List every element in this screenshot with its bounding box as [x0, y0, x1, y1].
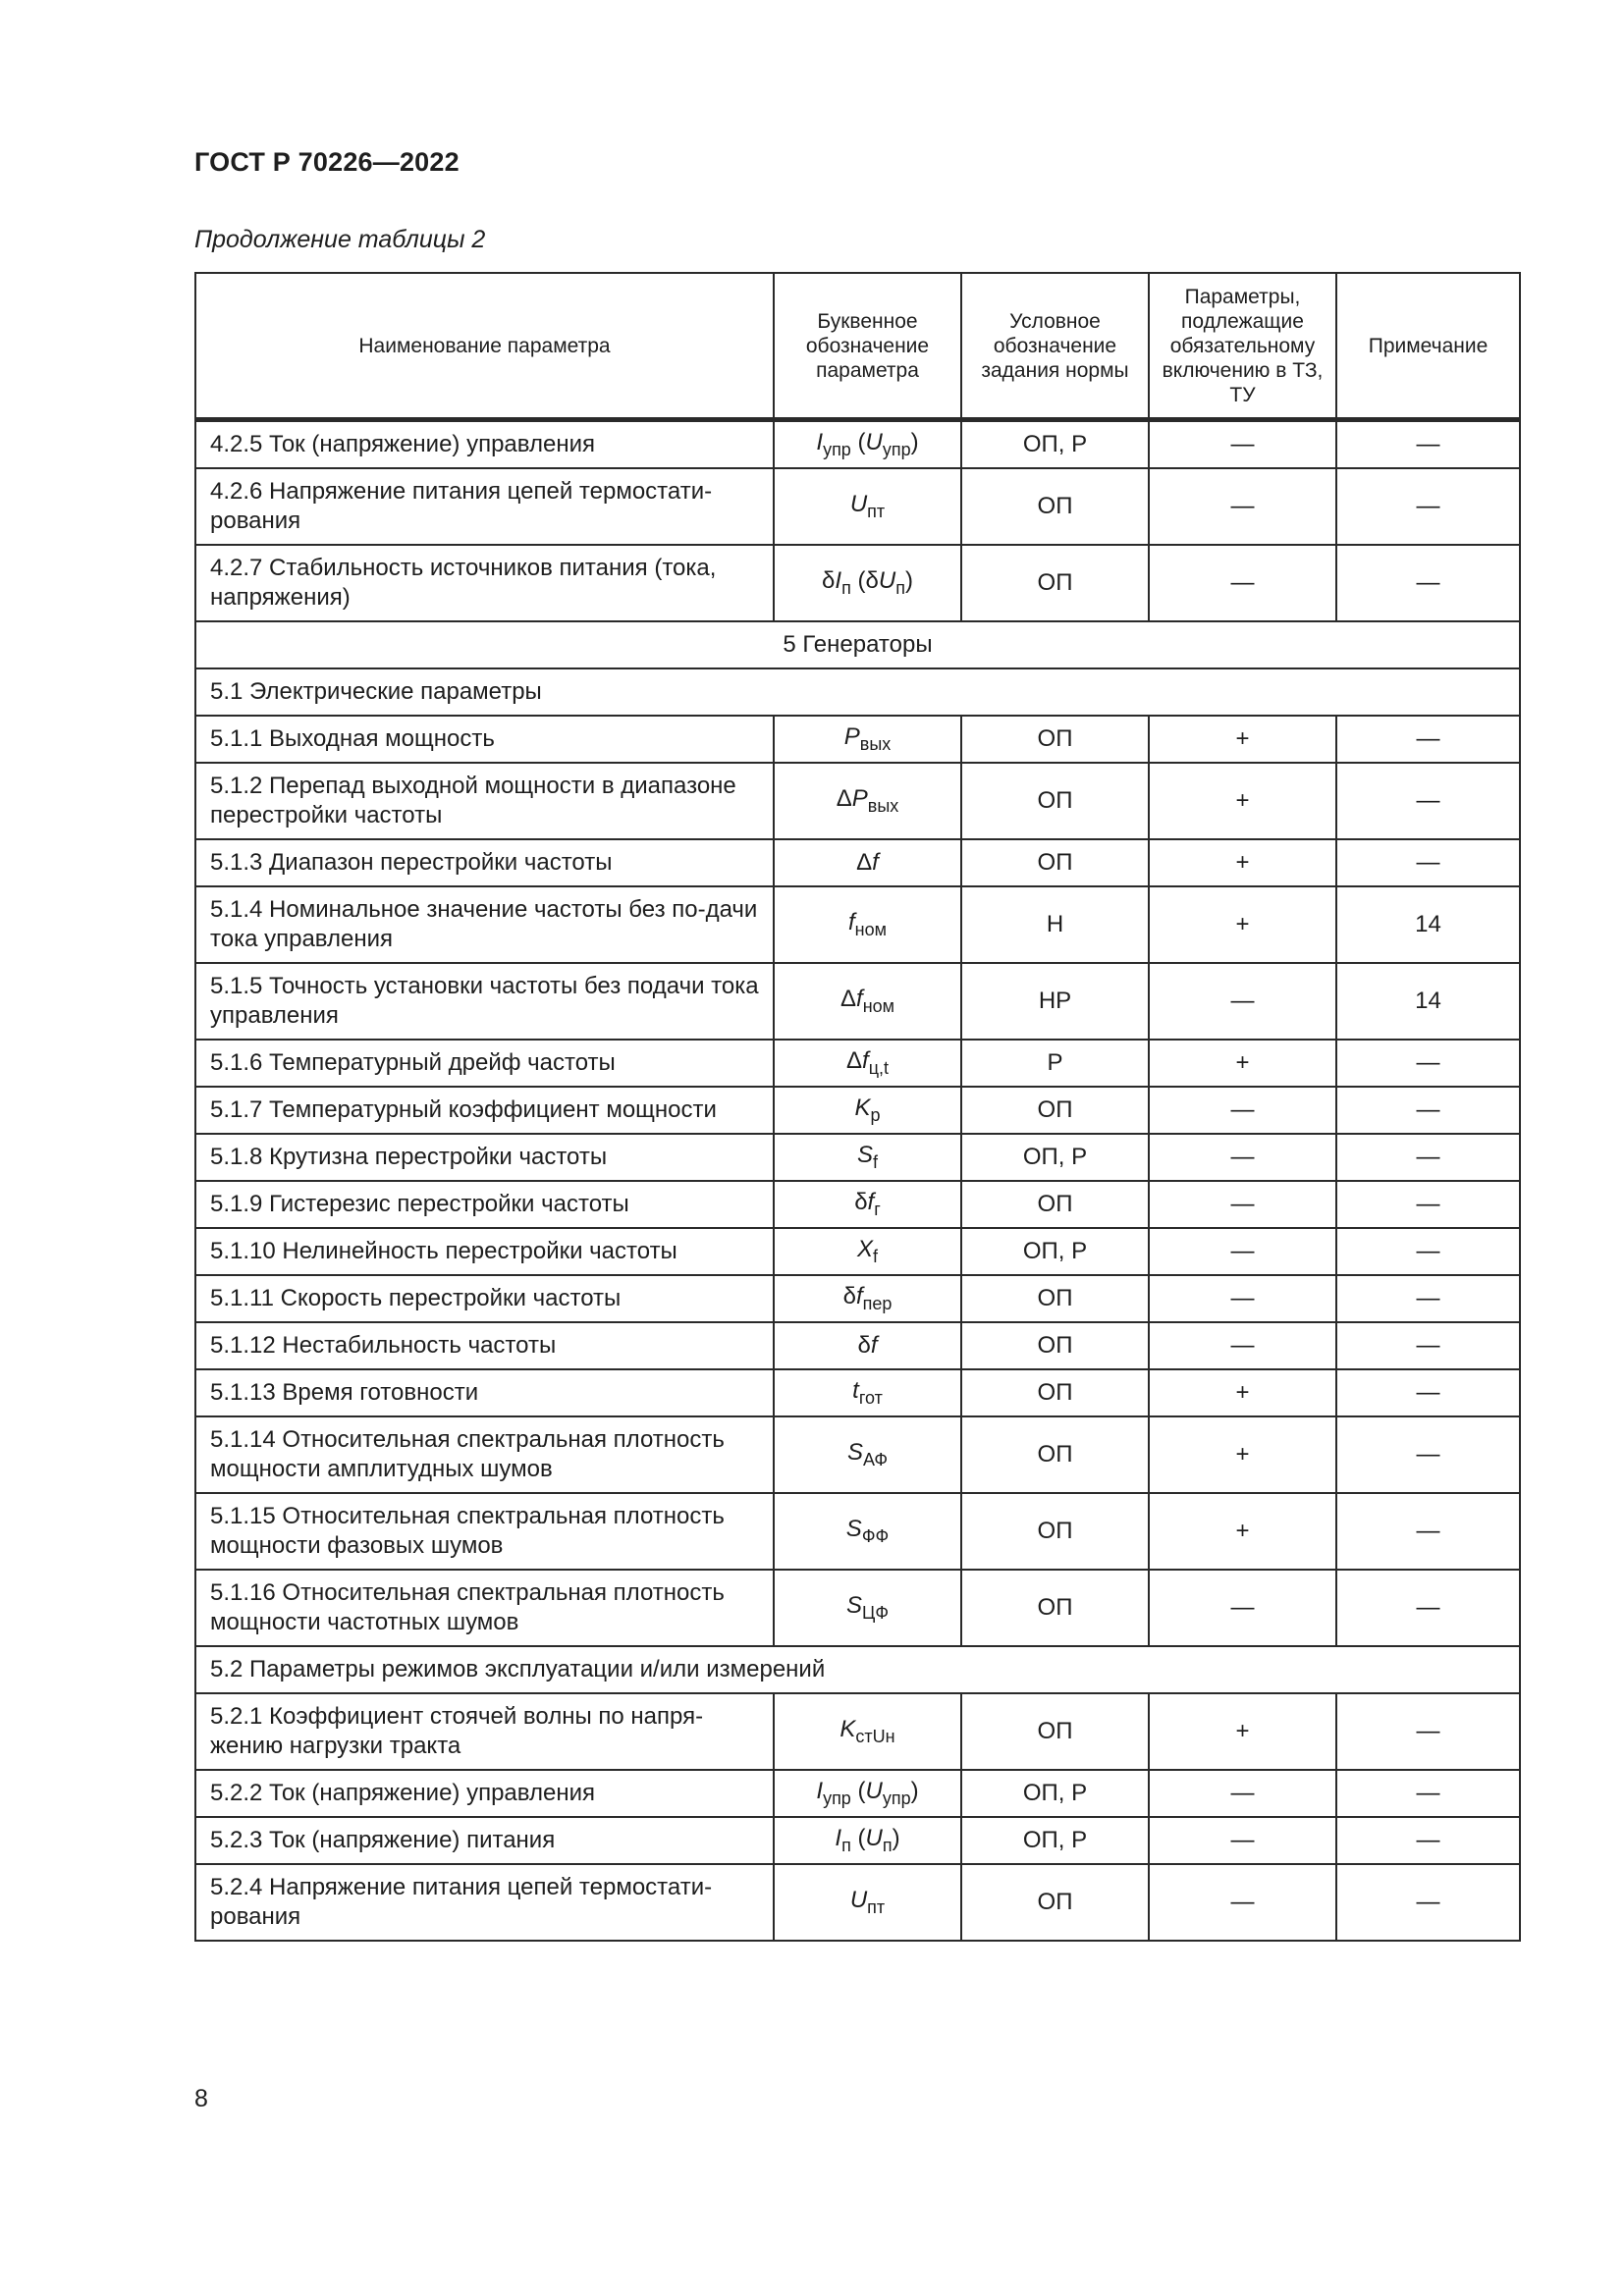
mandatory-flag: +: [1149, 1493, 1336, 1570]
parameter-name: 5.1.6 Температурный дрейф частоты: [195, 1040, 774, 1087]
parameter-name: 5.2.2 Ток (напряжение) управления: [195, 1770, 774, 1817]
parameter-name: 5.1.13 Время готовности: [195, 1369, 774, 1416]
parameter-symbol: $U_{пт}$: [774, 468, 961, 545]
mandatory-flag: +: [1149, 839, 1336, 886]
parameter-name: 5.2.4 Напряжение питания цепей термостати-рования: [195, 1864, 774, 1941]
mandatory-flag: —: [1149, 1322, 1336, 1369]
norm-designation: ОП: [961, 839, 1149, 886]
table-row: [195, 1134, 1520, 1181]
parameter-symbol: $\delta f_{пер}$: [774, 1275, 961, 1322]
table-row: [195, 1087, 1520, 1134]
parameter-symbol: $I_{упр}$ $(U_{упр})$: [774, 420, 961, 469]
norm-designation: ОП: [961, 1493, 1149, 1570]
note: —: [1336, 1570, 1520, 1646]
table-row: [195, 1228, 1520, 1275]
mandatory-flag: +: [1149, 716, 1336, 763]
parameter-name: 5.1.3 Диапазон перестройки частоты: [195, 839, 774, 886]
mandatory-flag: —: [1149, 545, 1336, 621]
note: —: [1336, 420, 1520, 469]
parameter-symbol: $K_р$: [774, 1087, 961, 1134]
mandatory-flag: —: [1149, 1181, 1336, 1228]
parameter-name: 5.1.16 Относительная спектральная плотность мощности частотных шумов: [195, 1570, 774, 1646]
table-row: [195, 1322, 1520, 1369]
parameter-name: 5.1.4 Номинальное значение частоты без по-дачи тока управления: [195, 886, 774, 963]
mandatory-flag: —: [1149, 1864, 1336, 1941]
parameter-name: 5.1.7 Температурный коэффициент мощности: [195, 1087, 774, 1134]
column-header-note: Примечание: [1336, 273, 1520, 420]
parameter-symbol: $\Delta f_{ном}$: [774, 963, 961, 1040]
table-subsection-row: [195, 668, 1520, 716]
norm-designation: ОП, Р: [961, 1228, 1149, 1275]
mandatory-flag: +: [1149, 763, 1336, 839]
table-row: [195, 1693, 1520, 1770]
mandatory-flag: —: [1149, 1570, 1336, 1646]
table-section-row: [195, 621, 1520, 668]
norm-designation: ОП: [961, 1087, 1149, 1134]
parameter-symbol: $t_{гот}$: [774, 1369, 961, 1416]
table-row: [195, 1570, 1520, 1646]
note: —: [1336, 1134, 1520, 1181]
mandatory-flag: —: [1149, 468, 1336, 545]
note: —: [1336, 716, 1520, 763]
page-number: 8: [194, 2085, 208, 2112]
norm-designation: ОП: [961, 1693, 1149, 1770]
norm-designation: ОП, Р: [961, 420, 1149, 469]
table-row: [195, 1040, 1520, 1087]
parameter-name: 5.1.5 Точность установки частоты без подачи тока управления: [195, 963, 774, 1040]
table-row: [195, 963, 1520, 1040]
norm-designation: ОП: [961, 1369, 1149, 1416]
table-row: [195, 1817, 1520, 1864]
parameter-symbol: $U_{пт}$: [774, 1864, 961, 1941]
norm-designation: Р: [961, 1040, 1149, 1087]
parameter-name: 5.1.14 Относительная спектральная плотность мощности амплитудных шумов: [195, 1416, 774, 1493]
table-row: [195, 1181, 1520, 1228]
parameter-symbol: $I_п$ $(U_п)$: [774, 1817, 961, 1864]
note: —: [1336, 1864, 1520, 1941]
note: 14: [1336, 963, 1520, 1040]
section-heading: 5 Генераторы: [195, 621, 1520, 668]
norm-designation: ОП, Р: [961, 1134, 1149, 1181]
column-header-mandatory: Параметры, подлежащие обязательному включению в ТЗ, ТУ: [1149, 273, 1336, 420]
parameter-symbol: $f_{ном}$: [774, 886, 961, 963]
table-row: [195, 1369, 1520, 1416]
table-row: [195, 839, 1520, 886]
table-continuation-caption: Продолжение таблицы 2: [194, 226, 486, 253]
mandatory-flag: —: [1149, 963, 1336, 1040]
table-subsection-row: [195, 1646, 1520, 1693]
mandatory-flag: —: [1149, 1087, 1336, 1134]
note: —: [1336, 1275, 1520, 1322]
note: —: [1336, 1369, 1520, 1416]
table-header-row: [195, 273, 1520, 420]
norm-designation: ОП: [961, 1864, 1149, 1941]
parameter-name: 5.2.1 Коэффициент стоячей волны по напря-жению нагрузки тракта: [195, 1693, 774, 1770]
mandatory-flag: +: [1149, 1369, 1336, 1416]
norm-designation: НР: [961, 963, 1149, 1040]
mandatory-flag: +: [1149, 1693, 1336, 1770]
parameter-name: 5.1.15 Относительная спектральная плотность мощности фазовых шумов: [195, 1493, 774, 1570]
note: —: [1336, 1817, 1520, 1864]
norm-designation: ОП: [961, 1275, 1149, 1322]
note: —: [1336, 1770, 1520, 1817]
norm-designation: ОП: [961, 1322, 1149, 1369]
table-row: [195, 1275, 1520, 1322]
table-row: [195, 1493, 1520, 1570]
parameter-name: 5.2.3 Ток (напряжение) питания: [195, 1817, 774, 1864]
mandatory-flag: +: [1149, 1040, 1336, 1087]
norm-designation: ОП, Р: [961, 1770, 1149, 1817]
parameter-name: 5.1.9 Гистерезис перестройки частоты: [195, 1181, 774, 1228]
mandatory-flag: +: [1149, 886, 1336, 963]
parameter-symbol: $K_{стUн}$: [774, 1693, 961, 1770]
note: —: [1336, 545, 1520, 621]
note: —: [1336, 763, 1520, 839]
note: —: [1336, 1493, 1520, 1570]
mandatory-flag: —: [1149, 1770, 1336, 1817]
parameter-symbol: $\Delta f_{ц,t}$: [774, 1040, 961, 1087]
parameter-symbol: $\delta I_п$ $(\delta U_п)$: [774, 545, 961, 621]
parameter-name: 4.2.5 Ток (напряжение) управления: [195, 420, 774, 469]
norm-designation: ОП: [961, 468, 1149, 545]
note: —: [1336, 1087, 1520, 1134]
parameter-symbol: $X_f$: [774, 1228, 961, 1275]
parameters-table: [194, 272, 1521, 1942]
mandatory-flag: —: [1149, 1275, 1336, 1322]
table-row: [195, 1770, 1520, 1817]
parameter-name: 4.2.7 Стабильность источников питания (тока, напряжения): [195, 545, 774, 621]
parameter-symbol: $S_{ФФ}$: [774, 1493, 961, 1570]
parameter-symbol: Δf: [774, 839, 961, 886]
mandatory-flag: +: [1149, 1416, 1336, 1493]
norm-designation: ОП: [961, 1570, 1149, 1646]
parameter-symbol: δf: [774, 1322, 961, 1369]
table-row: [195, 716, 1520, 763]
table-row: [195, 545, 1520, 621]
note: 14: [1336, 886, 1520, 963]
subsection-heading: 5.2 Параметры режимов эксплуатации и/или измерений: [195, 1646, 1520, 1693]
norm-designation: ОП: [961, 763, 1149, 839]
parameter-symbol: $S_{АФ}$: [774, 1416, 961, 1493]
table-row: [195, 468, 1520, 545]
column-header-norm: Условное обозначение задания нормы: [961, 273, 1149, 420]
parameter-symbol: $S_f$: [774, 1134, 961, 1181]
note: —: [1336, 1228, 1520, 1275]
parameter-name: 5.1.11 Скорость перестройки частоты: [195, 1275, 774, 1322]
subsection-heading: 5.1 Электрические параметры: [195, 668, 1520, 716]
note: —: [1336, 1693, 1520, 1770]
mandatory-flag: —: [1149, 1228, 1336, 1275]
norm-designation: ОП: [961, 1416, 1149, 1493]
parameter-name: 5.1.12 Нестабильность частоты: [195, 1322, 774, 1369]
parameter-name: 5.1.10 Нелинейность перестройки частоты: [195, 1228, 774, 1275]
parameter-symbol: $\delta f_г$: [774, 1181, 961, 1228]
parameter-symbol: $I_{упр}$ $(U_{упр})$: [774, 1770, 961, 1817]
table-row: [195, 763, 1520, 839]
norm-designation: Н: [961, 886, 1149, 963]
table-row: [195, 1864, 1520, 1941]
norm-designation: ОП: [961, 716, 1149, 763]
note: —: [1336, 1181, 1520, 1228]
parameter-name: 5.1.1 Выходная мощность: [195, 716, 774, 763]
mandatory-flag: —: [1149, 1134, 1336, 1181]
parameter-name: 5.1.8 Крутизна перестройки частоты: [195, 1134, 774, 1181]
parameter-name: 4.2.6 Напряжение питания цепей термостати-рования: [195, 468, 774, 545]
table-row: [195, 886, 1520, 963]
norm-designation: ОП, Р: [961, 1817, 1149, 1864]
parameter-symbol: $P_{вых}$: [774, 716, 961, 763]
table-row: [195, 1416, 1520, 1493]
note: —: [1336, 1322, 1520, 1369]
parameter-symbol: $\Delta P_{вых}$: [774, 763, 961, 839]
mandatory-flag: —: [1149, 420, 1336, 469]
note: —: [1336, 1040, 1520, 1087]
column-header-symbol: Буквенное обозначение параметра: [774, 273, 961, 420]
norm-designation: ОП: [961, 1181, 1149, 1228]
parameter-symbol: $S_{ЦФ}$: [774, 1570, 961, 1646]
table-row: [195, 420, 1520, 469]
mandatory-flag: —: [1149, 1817, 1336, 1864]
parameter-name: 5.1.2 Перепад выходной мощности в диапазоне перестройки частоты: [195, 763, 774, 839]
note: —: [1336, 839, 1520, 886]
norm-designation: ОП: [961, 545, 1149, 621]
note: —: [1336, 468, 1520, 545]
note: —: [1336, 1416, 1520, 1493]
column-header-name: Наименование параметра: [195, 273, 774, 420]
document-code: ГОСТ Р 70226—2022: [194, 147, 460, 177]
